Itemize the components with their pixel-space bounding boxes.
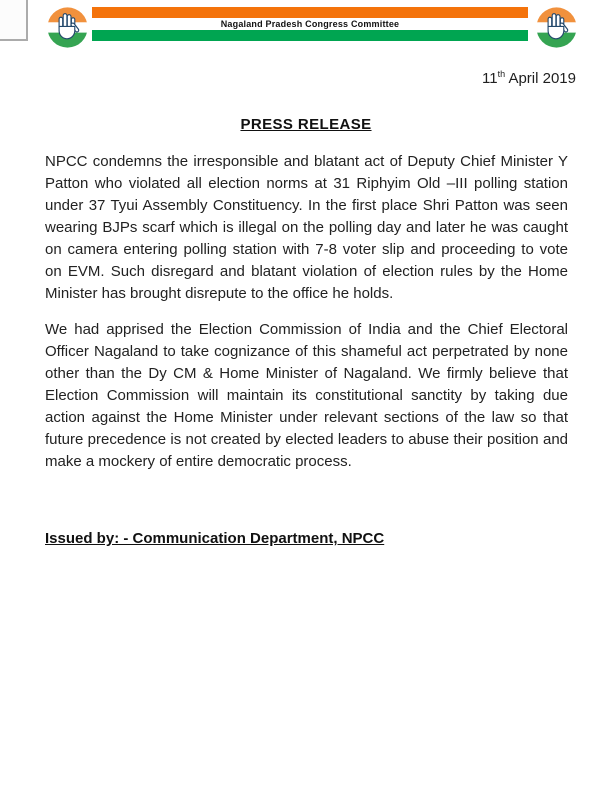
body-text xyxy=(45,151,568,487)
tricolor-banner xyxy=(92,7,528,41)
congress-hand-logo-right-icon xyxy=(536,7,577,48)
congress-hand-logo-left-icon xyxy=(47,7,88,48)
date-day: 11 xyxy=(482,70,498,87)
image-placeholder-box xyxy=(0,0,28,41)
date-ordinal-suffix: th xyxy=(497,69,506,79)
date-month-year: April 2019 xyxy=(505,70,576,87)
press-release-heading-text: PRESS RELEASE xyxy=(240,116,372,133)
issued-by-line: Issued by: - Communication Department, NPCC xyxy=(45,530,385,547)
banner-title: Nagaland Pradesh Congress Committee xyxy=(220,19,400,29)
banner-green-stripe xyxy=(92,30,528,41)
body-paragraph-2: We had apprised the Election Commission of India and the Chief Electoral Officer Nagaland to take cognizance of this shameful act perpetrated by none other than the Dy CM & Home Minister of Nagaland. We firmly believe that Election Commission will maintain its constitutional sanctity by taking due action against the Home Minister under relevant sections of the law so that future precedence is not created by elected leaders to abuse their position and make a mockery of entire democratic process. xyxy=(45,321,568,470)
body-paragraph-1: NPCC condemns the irresponsible and blatant act of Deputy Chief Minister Y Patton who violated all election norms at 31 Riphyim Old –III polling station under 37 Tyui Assembly Constituency. In the first place Shri Patton was seen wearing BJPs scarf which is illegal on the polling day and later he was caught on camera entering polling station with 7-8 voter slip and proceeding to vote on EVM. Such disregard and blatant violation of election rules by the Home Minister has brought disrepute to the office he holds. xyxy=(45,153,568,302)
banner-white-stripe xyxy=(92,18,528,30)
date-line xyxy=(482,70,576,87)
press-release-heading xyxy=(0,116,612,133)
banner-saffron-stripe xyxy=(92,7,528,18)
